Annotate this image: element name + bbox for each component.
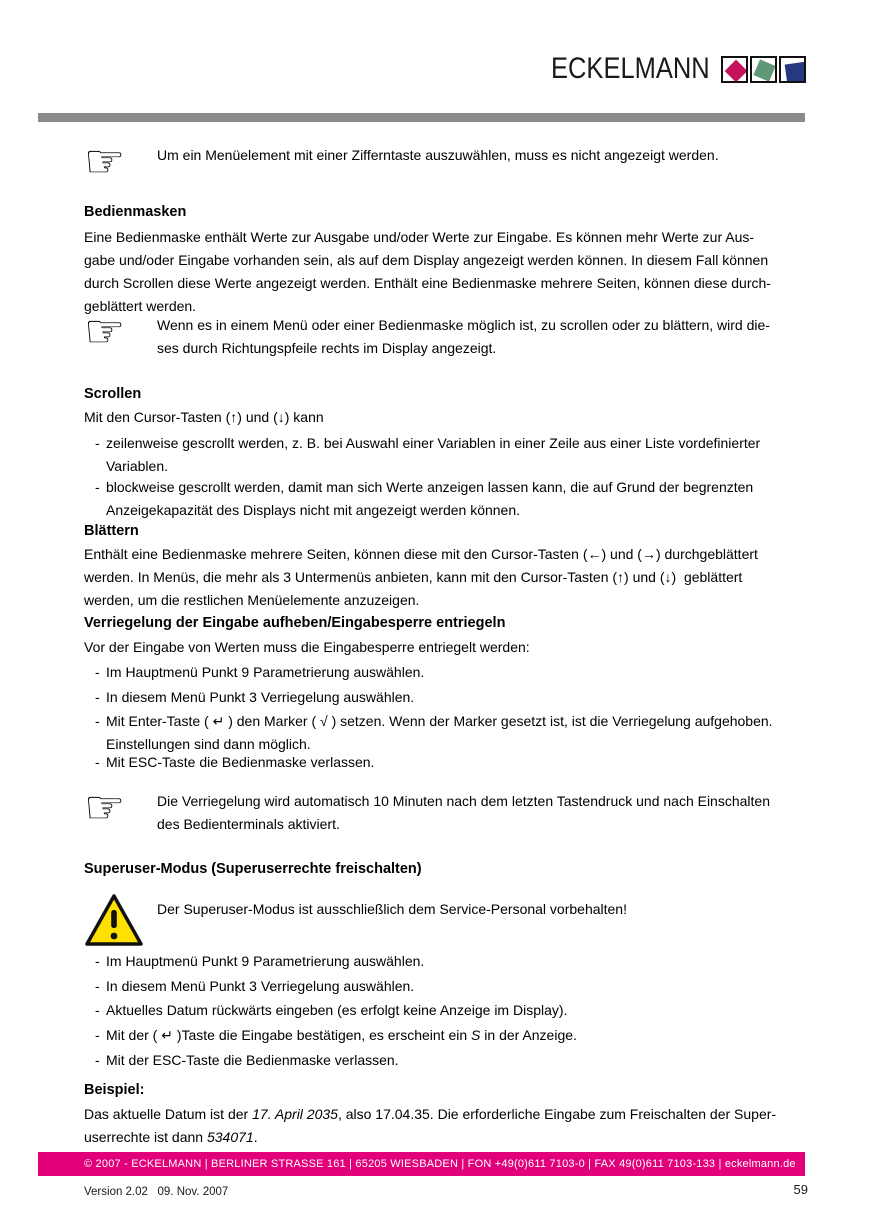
pointing-hand-icon bbox=[84, 781, 157, 833]
bullet-text bbox=[106, 999, 567, 1022]
text-line: Um ein Menüelement mit einer Zifferntaste auszuwählen, muss es nicht angezeigt werden. bbox=[157, 147, 719, 163]
section-heading-beispiel: Beispiel: bbox=[84, 1082, 145, 1098]
text-line: des Bedienterminals aktiviert. bbox=[157, 816, 340, 832]
logo-mark bbox=[719, 56, 806, 83]
text-line: Variablen. bbox=[106, 458, 169, 474]
list-item bbox=[95, 751, 374, 774]
pointing-hand-icon bbox=[84, 305, 157, 357]
manicule-glyph: ☞ bbox=[84, 135, 126, 187]
text-line: Aktuelles Datum rückwärts eingeben (es erfolgt keine Anzeige im Display). bbox=[106, 1002, 568, 1018]
logo-wordmark: ECKELMANN bbox=[551, 52, 710, 85]
footer-version: Version 2.02 09. Nov. 2007 bbox=[84, 1186, 229, 1198]
text-part-italic: 534071 bbox=[206, 1129, 254, 1145]
magenta-diamond-icon bbox=[725, 59, 748, 82]
text-line: Einstellungen sind dann möglich. bbox=[106, 736, 311, 752]
text-line: zeilenweise gescrollt werden, z. B. bei Auswahl einer Variablen in einer Zeile aus einer Liste vordefinierter bbox=[106, 435, 761, 451]
text-line bbox=[84, 1126, 776, 1149]
bullet-dash: - bbox=[95, 978, 100, 994]
bullet-text bbox=[106, 661, 424, 684]
list-item bbox=[95, 950, 424, 973]
bullet-dash: - bbox=[95, 713, 100, 729]
section-heading-superuser: Superuser-Modus (Superuserrechte freischalten) bbox=[84, 861, 422, 877]
text-line: Die Verriegelung wird automatisch 10 Minuten nach dem letzten Tastendruck und nach Einschalten bbox=[157, 793, 770, 809]
text-line: Im Hauptmenü Punkt 9 Parametrierung auswählen. bbox=[106, 953, 425, 969]
warning-block bbox=[84, 893, 806, 953]
note-block-1 bbox=[84, 135, 806, 187]
paragraph-blaettern bbox=[84, 543, 758, 612]
bullet-dash: - bbox=[95, 689, 100, 705]
text-line: gabe und/oder Eingabe vorhanden sein, als auf dem Display angezeigt werden können. In diesem Fall können bbox=[84, 252, 769, 268]
text-part: Mit der ( ↵ )Taste die Eingabe bestätigen, es erscheint ein bbox=[106, 1027, 472, 1043]
section-heading-scrollen: Scrollen bbox=[84, 386, 142, 402]
bullet-dash: - bbox=[95, 754, 100, 770]
text-line: Eine Bedienmaske enthält Werte zur Ausgabe und/oder Werte zur Eingabe. Es können mehr Werte zur Aus- bbox=[84, 229, 755, 245]
list-item bbox=[95, 686, 414, 709]
list-item bbox=[95, 1024, 577, 1047]
bullet-text bbox=[106, 710, 773, 756]
bullet-dash: - bbox=[95, 1002, 100, 1018]
bullet-dash: - bbox=[95, 1052, 100, 1068]
warning-triangle-icon bbox=[84, 893, 157, 953]
list-item bbox=[95, 975, 414, 998]
paragraph-bedienmasken bbox=[84, 226, 771, 318]
page-number: 59 bbox=[793, 1182, 808, 1197]
list-item bbox=[95, 710, 773, 756]
text-line: Vor der Eingabe von Werten muss die Eingabesperre entriegelt werden: bbox=[84, 639, 530, 655]
footer-address-bar: © 2007 - ECKELMANN | BERLINER STRASSE 161 | 65205 WIESBADEN | FON +49(0)611 7103-0 | FAX 49(0)611 7103-133 | eckelmann.de bbox=[38, 1152, 805, 1176]
text-part: . bbox=[253, 1129, 258, 1145]
bullet-text bbox=[106, 686, 414, 709]
paragraph-verriegelung-intro bbox=[84, 636, 530, 659]
bullet-dash: - bbox=[95, 953, 100, 969]
bullet-dash: - bbox=[95, 1027, 100, 1043]
bullet-text bbox=[106, 751, 374, 774]
bullet-dash: - bbox=[95, 664, 100, 680]
text-part: userrechte ist dann bbox=[84, 1129, 207, 1145]
text-part: in der Anzeige. bbox=[480, 1027, 577, 1043]
text-line: blockweise gescrollt werden, damit man sich Werte anzeigen lassen kann, die auf Grund der begrenzten bbox=[106, 479, 754, 495]
text-line bbox=[84, 1103, 776, 1126]
text-line: Im Hauptmenü Punkt 9 Parametrierung auswählen. bbox=[106, 664, 425, 680]
bullet-text bbox=[106, 476, 753, 522]
text-part-italic: S bbox=[471, 1027, 481, 1043]
text-line: durch Scrollen diese Werte angezeigt werden. Enthält eine Bedienmaske mehrere Seiten, können diese durch- bbox=[84, 275, 771, 291]
text-part: , also 17.04.35. Die erforderliche Eingabe zum Freischalten der Super- bbox=[337, 1106, 777, 1122]
bullet-dash: - bbox=[95, 435, 100, 451]
company-logo bbox=[523, 54, 806, 84]
bullet-dash: - bbox=[95, 479, 100, 495]
logo-box-magenta bbox=[721, 56, 748, 83]
note-text bbox=[157, 140, 719, 167]
list-item bbox=[95, 999, 567, 1022]
paragraph-beispiel bbox=[84, 1103, 776, 1149]
green-diamond-icon bbox=[753, 59, 775, 81]
bullet-text bbox=[106, 1049, 399, 1072]
note-block-3 bbox=[84, 781, 806, 836]
bullet-text bbox=[106, 432, 760, 478]
text-line bbox=[106, 1024, 577, 1047]
manicule-glyph: ☞ bbox=[84, 305, 126, 357]
text-line: geblättert werden. bbox=[84, 298, 197, 314]
text-line: In diesem Menü Punkt 3 Verriegelung auswählen. bbox=[106, 978, 415, 994]
bullet-text bbox=[106, 1024, 577, 1047]
bullet-text bbox=[106, 950, 424, 973]
logo-box-blue bbox=[779, 56, 806, 83]
manicule-glyph: ☞ bbox=[84, 781, 126, 833]
blue-square-icon bbox=[785, 61, 806, 82]
bullet-text bbox=[106, 975, 414, 998]
text-line: Anzeigekapazität des Displays nicht mit angezeigt werden können. bbox=[106, 502, 521, 518]
text-part: Das aktuelle Datum ist der bbox=[84, 1106, 253, 1122]
note-text bbox=[157, 310, 770, 360]
text-line: In diesem Menü Punkt 3 Verriegelung auswählen. bbox=[106, 689, 415, 705]
text-line: Mit der ESC-Taste die Bedienmaske verlassen. bbox=[106, 1052, 399, 1068]
text-line: Mit den Cursor-Tasten (↑) und (↓) kann bbox=[84, 409, 324, 425]
section-heading-verriegelung: Verriegelung der Eingabe aufheben/Eingabesperre entriegeln bbox=[84, 615, 506, 631]
list-item bbox=[95, 476, 753, 522]
list-item bbox=[95, 661, 424, 684]
text-line: Enthält eine Bedienmaske mehrere Seiten, können diese mit den Cursor-Tasten (←) und (→) durchgeblättert bbox=[84, 546, 758, 562]
warning-text bbox=[157, 893, 627, 921]
text-line: Der Superuser-Modus ist ausschließlich dem Service-Personal vorbehalten! bbox=[157, 901, 627, 917]
note-text bbox=[157, 786, 770, 836]
list-item bbox=[95, 1049, 399, 1072]
section-heading-bedienmasken: Bedienmasken bbox=[84, 204, 187, 220]
text-line: Mit ESC-Taste die Bedienmaske verlassen. bbox=[106, 754, 375, 770]
paragraph-scrollen-intro bbox=[84, 406, 324, 429]
text-line: Wenn es in einem Menü oder einer Bedienmaske möglich ist, zu scrollen oder zu blättern, wird die- bbox=[157, 317, 770, 333]
logo-box-green bbox=[750, 56, 777, 83]
section-heading-blaettern: Blättern bbox=[84, 523, 139, 539]
text-line: werden. In Menüs, die mehr als 3 Untermenüs anbieten, kann mit den Cursor-Tasten (↑) und (↓) geblättert bbox=[84, 569, 743, 585]
text-line: werden, um die restlichen Menüelemente anzuzeigen. bbox=[84, 592, 420, 608]
text-part-italic: 17. April 2035 bbox=[252, 1106, 338, 1122]
header-divider bbox=[38, 113, 805, 122]
text-line: Mit Enter-Taste ( ↵ ) den Marker ( √ ) setzen. Wenn der Marker gesetzt ist, ist die Verriegelung aufgehoben. bbox=[106, 713, 773, 729]
text-line: ses durch Richtungspfeile rechts im Display angezeigt. bbox=[157, 340, 497, 356]
list-item bbox=[95, 432, 760, 478]
pointing-hand-icon bbox=[84, 135, 157, 187]
